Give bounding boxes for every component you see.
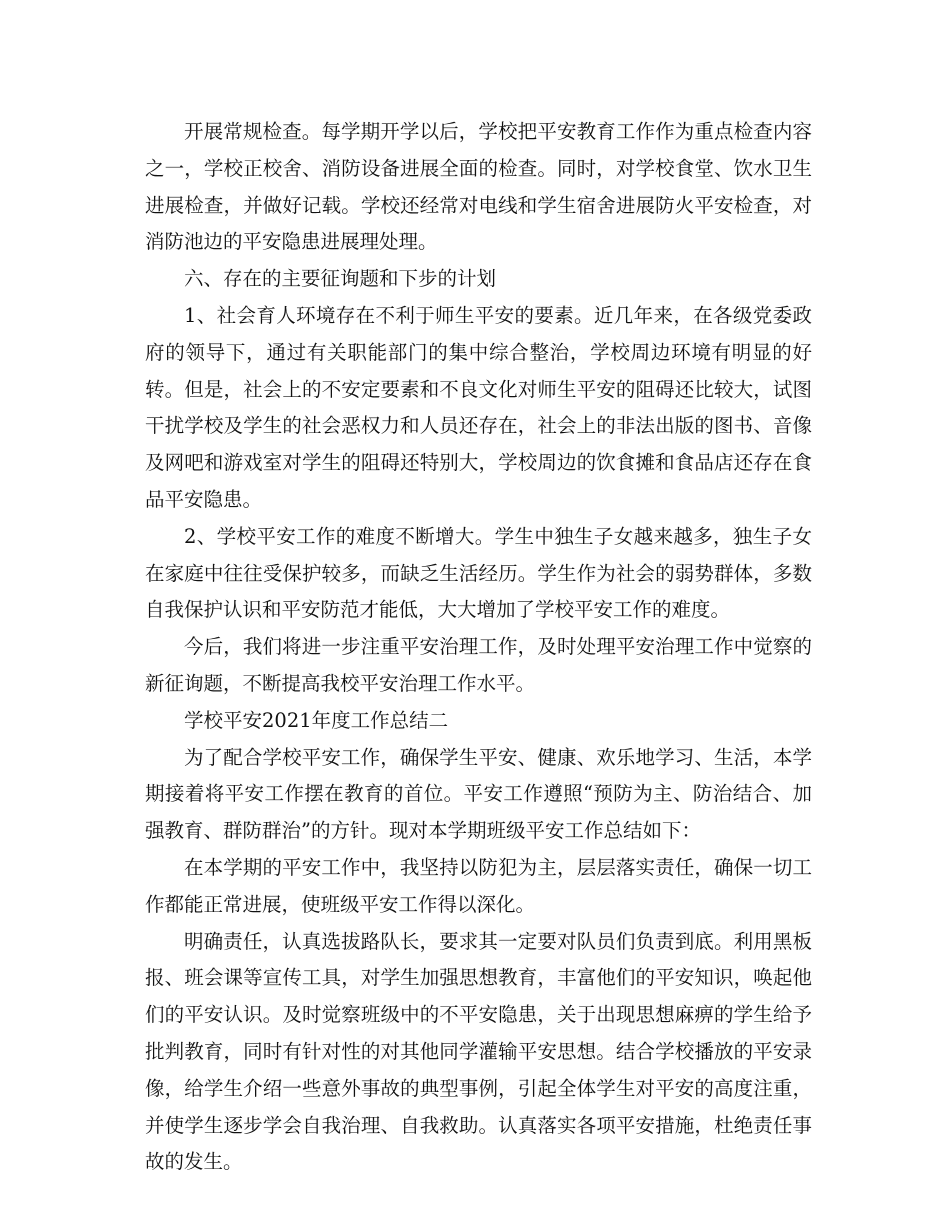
paragraph-future-work: 今后，我们将进一步注重平安治理工作，及时处理平安治理工作中觉察的新征询题，不断提高我校平安治理工作水平。 — [145, 635, 812, 695]
paragraph-social-environment: 1、社会育人环境存在不利于师生平安的要素。近几年来，在各级党委政府的领导下，通过有关职能部门的集中综合整治，学校周边环境有明显的好转。但是，社会上的不安定要素和不良文化对师生平安的阻碍还比较大，试图干扰学校及学生的社会恶权力和人员还存在，社会上的非法出版的图书、音像及网吧和游戏室对学生的阻碍还特别大，学校周边的饮食摊和食品店还存在食品平安隐患。 — [145, 303, 812, 511]
paragraph-responsibility-measures: 明确责任，认真选拔路队长，要求其一定要对队员们负责到底。利用黑板报、班会课等宣传工具，对学生加强思想教育，丰富他们的平安知识，唤起他们的平安认识。及时觉察班级中的不平安隐患，关于出现思想麻痹的学生给予批判教育，同时有针对性的对其他同学灌输平安思想。结合学校播放的平安录像，给学生介绍一些意外事故的典型事例，引起全体学生对平安的高度注重，并使学生逐步学会自我治理、自我救助。认真落实各项平安措施，杜绝责任事故的发生。 — [145, 929, 812, 1174]
paragraph-routine-inspection: 开展常规检查。每学期开学以后，学校把平安教育工作作为重点检查内容之一，学校正校舍、消防设备进展全面的检查。同时，对学校食堂、饮水卫生进展检查，并做好记载。学校还经常对电线和学生宿舍进展防火平安检查，对消防池边的平安隐患进展理处理。 — [145, 120, 812, 254]
document-body — [145, 114, 812, 1181]
paragraph-prevention-focus: 在本学期的平安工作中，我坚持以防犯为主，层层落实责任，确保一切工作都能正常进展，使班级平安工作得以深化。 — [145, 855, 812, 916]
paragraph-summary-intro: 为了配合学校平安工作，确保学生平安、健康、欢乐地学习、生活，本学期接着将平安工作摆在教育的首位。平安工作遵照“预防为主、防治结合、加强教育、群防群治”的方针。现对本学期班级平安工作总结如下： — [145, 745, 812, 843]
section-heading-summary-two: 学校平安2021年度工作总结二 — [184, 708, 449, 732]
paragraph-safety-difficulty: 2、学校平安工作的难度不断增大。学生中独生子女越来越多，独生子女在家庭中往往受保护较多，而缺乏生活经历。学生作为社会的弱势群体，多数自我保护认识和平安防范才能低，大大增加了学校平安工作的难度。 — [145, 524, 812, 622]
section-heading-problems-plans: 六、存在的主要征询题和下步的计划 — [184, 267, 497, 291]
